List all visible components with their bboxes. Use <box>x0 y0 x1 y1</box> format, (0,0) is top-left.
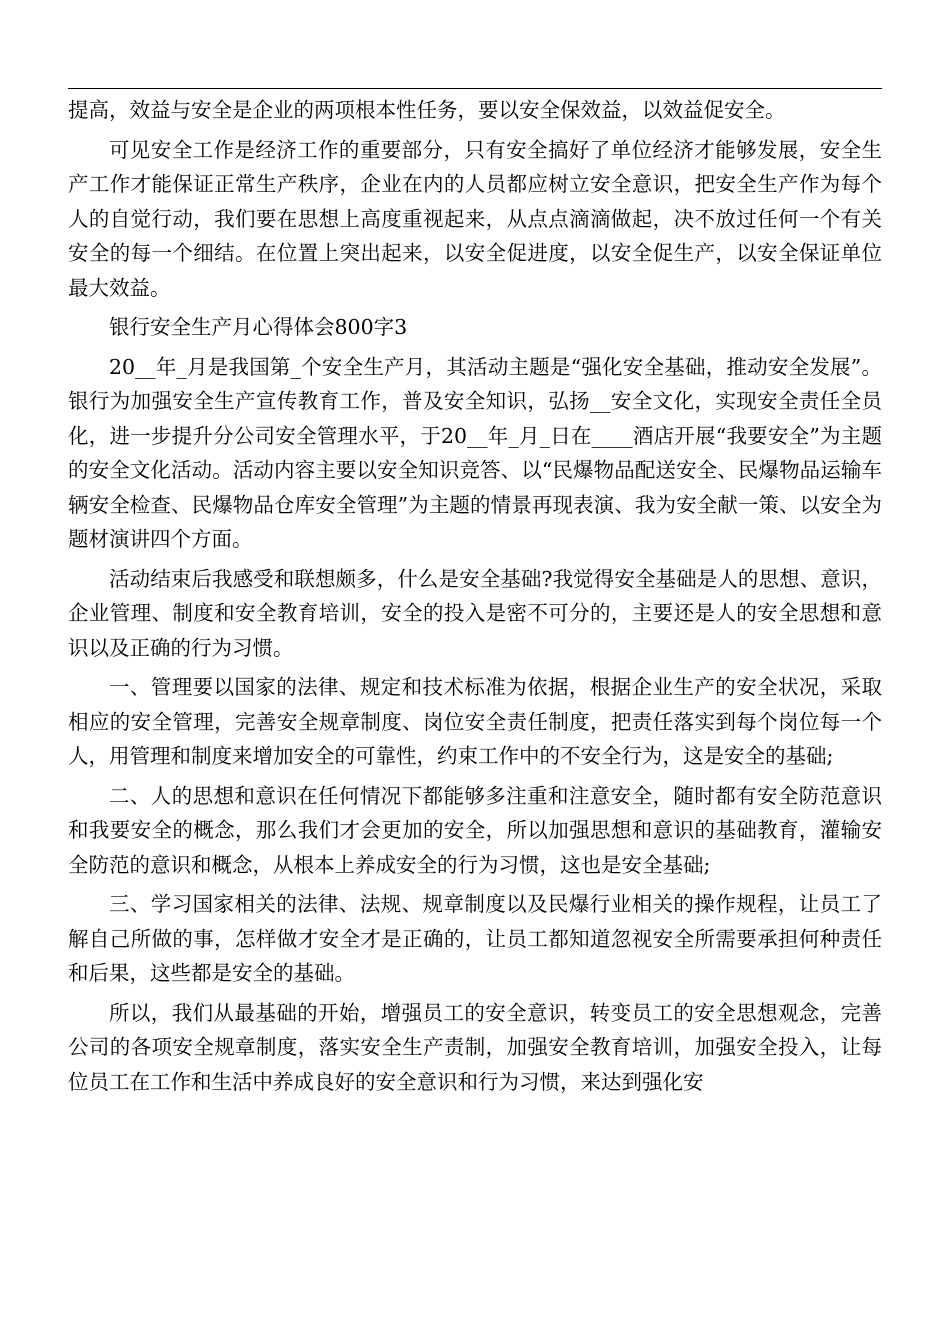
paragraph-3: 20__年_月是我国第_个安全生产月，其活动主题是“强化安全基础，推动安全发展”。银行为加强安全生产宣传教育工作，普及安全知识，弘扬__安全文化，实现安全责任全员化，进一步提升分公司安全管理水平，于20__年_月_日在____酒店开展“我要安全”为主题的安全文化活动。活动内容主要以安全知识竞答、以“民爆物品配送安全、民爆物品运输车辆安全检查、民爆物品仓库安全管理”为主题的情景再现表演、我为安全献一策、以安全为题材演讲四个方面。 <box>68 354 882 551</box>
section-heading: 银行安全生产月心得体会800字3 <box>109 315 408 339</box>
paragraph-4: 活动结束后我感受和联想颇多，什么是安全基础?我觉得安全基础是人的思想、意识，企业管理、制度和安全教育培训，安全的投入是密不可分的，主要还是人的安全思想和意识以及正确的行为习惯。 <box>68 566 882 660</box>
header-rule <box>68 88 882 89</box>
paragraph-6: 二、人的思想和意识在任何情况下都能够多注重和注意安全，随时都有安全防范意识和我要安全的概念，那么我们才会更加的安全，所以加强思想和意识的基础教育，灌输安全防范的意识和概念，从根本上养成安全的行为习惯，这也是安全基础; <box>68 783 882 877</box>
paragraph-8: 所以，我们从最基础的开始，增强员工的安全意识，转变员工的安全思想观念，完善公司的各项安全规章制度，落实安全生产责制，加强安全教育培训，加强安全投入，让每位员工在工作和生活中养成良好的安全意识和行为习惯，来达到强化安 <box>68 1000 882 1094</box>
paragraph-1: 提高，效益与安全是企业的两项根本性任务，要以安全保效益，以效益促安全。 <box>68 98 786 122</box>
paragraph-5: 一、管理要以国家的法律、规定和技术标准为依据，根据企业生产的安全状况，采取相应的安全管理，完善安全规章制度、岗位安全责任制度，把责任落实到每个岗位每一个人，用管理和制度来增加安全的可靠性，约束工作中的不安全行为，这是安全的基础; <box>68 675 882 768</box>
paragraph-2: 可见安全工作是经济工作的重要部分，只有安全搞好了单位经济才能够发展，安全生产工作才能保证正常生产秩序，企业在内的人员都应树立安全意识，把安全生产作为每个人的自觉行动，我们要在思想上高度重视起来，从点点滴滴做起，决不放过任何一个有关安全的每一个细结。在位置上突出起来，以安全促进度，以安全促生产，以安全保证单位最大效益。 <box>68 137 882 300</box>
document-body <box>68 93 882 1099</box>
paragraph-7: 三、学习国家相关的法律、法规、规章制度以及民爆行业相关的操作规程，让员工了解自己所做的事，怎样做才安全才是正确的，让员工都知道忽视安全所需要承担何种责任和后果，这些都是安全的基础。 <box>68 892 882 985</box>
